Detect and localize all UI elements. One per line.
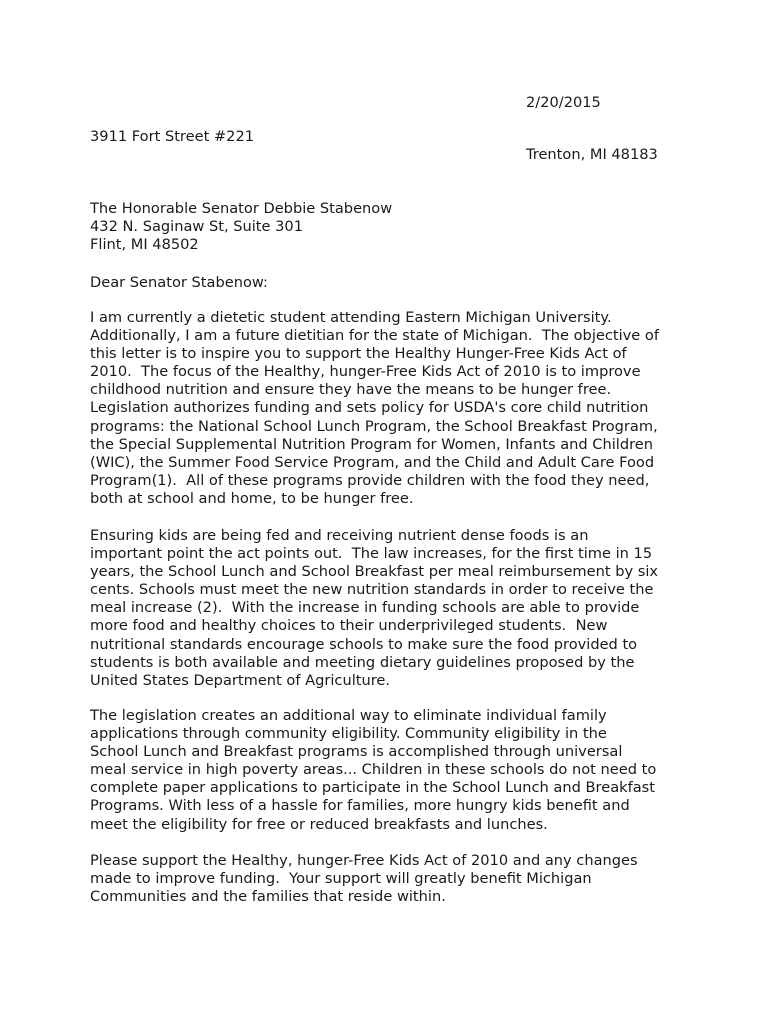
paragraph-line: important point the act points out. The law increases, for the first time in 15 bbox=[90, 545, 653, 563]
paragraph-line: years, the School Lunch and School Breakfast per meal reimbursement by six bbox=[90, 563, 659, 581]
paragraph-line: 2010. The focus of the Healthy, hunger-Free Kids Act of 2010 is to improve bbox=[90, 363, 641, 381]
paragraph-line: cents. Schools must meet the new nutrition standards in order to receive the bbox=[90, 581, 654, 599]
paragraph-line: I am currently a dietetic student attending Eastern Michigan University. bbox=[90, 309, 612, 326]
body-paragraph-2 bbox=[90, 527, 690, 690]
paragraph-line: the Special Supplemental Nutrition Program for Women, Infants and Children bbox=[90, 435, 654, 453]
paragraph-line: students is both available and meeting dietary guidelines proposed by the bbox=[90, 653, 635, 671]
paragraph-line: meal service in high poverty areas... Children in these schools do not need to bbox=[90, 761, 657, 779]
paragraph-line: Additionally, I am a future dietitian for the state of Michigan. The objective of bbox=[90, 327, 659, 345]
paragraph-line: Program(1). All of these programs provide children with the food they need, bbox=[90, 471, 650, 489]
body-paragraph-4 bbox=[90, 852, 690, 906]
paragraph-line: childhood nutrition and ensure they have the means to be hunger free. bbox=[90, 381, 612, 399]
paragraph-line: (WIC), the Summer Food Service Program, and the Child and Adult Care Food bbox=[90, 453, 655, 471]
paragraph-line: meal increase (2). With the increase in funding schools are able to provide bbox=[90, 599, 640, 617]
paragraph-line: complete paper applications to participate in the School Lunch and Breakfast bbox=[90, 779, 656, 797]
paragraph-line: Please support the Healthy, hunger-Free Kids Act of 2010 and any changes bbox=[90, 852, 638, 869]
recipient-street: 432 N. Saginaw St, Suite 301 bbox=[90, 218, 304, 235]
paragraph-line: this letter is to inspire you to support the Healthy Hunger-Free Kids Act of bbox=[90, 345, 627, 363]
paragraph-line: meet the eligibility for free or reduced breakfasts and lunches. bbox=[90, 815, 548, 833]
paragraph-line: both at school and home, to be hunger free. bbox=[90, 489, 414, 507]
recipient-name: The Honorable Senator Debbie Stabenow bbox=[90, 200, 393, 217]
paragraph-line: Legislation authorizes funding and sets policy for USDA's core child nutrition bbox=[90, 399, 649, 417]
recipient-address bbox=[90, 200, 392, 254]
paragraph-line: School Lunch and Breakfast programs is accomplished through universal bbox=[90, 743, 623, 761]
paragraph-line: Communities and the families that reside within. bbox=[90, 888, 446, 906]
body-paragraph-1 bbox=[90, 309, 690, 508]
recipient-city: Flint, MI 48502 bbox=[90, 236, 199, 253]
paragraph-line: applications through community eligibility. Community eligibility in the bbox=[90, 725, 607, 743]
paragraph-line: Ensuring kids are being fed and receiving nutrient dense foods is an bbox=[90, 527, 589, 544]
paragraph-line: Programs. With less of a hassle for families, more hungry kids benefit and bbox=[90, 797, 630, 815]
paragraph-line: nutritional standards encourage schools to make sure the food provided to bbox=[90, 635, 638, 653]
letter-date: 2/20/2015 bbox=[526, 94, 601, 111]
body-paragraph-3 bbox=[90, 707, 690, 834]
salutation: Dear Senator Stabenow: bbox=[90, 274, 268, 291]
sender-street: 3911 Fort Street #221 bbox=[90, 128, 255, 145]
paragraph-line: The legislation creates an additional way to eliminate individual family bbox=[90, 707, 607, 724]
paragraph-line: programs: the National School Lunch Program, the School Breakfast Program, bbox=[90, 417, 658, 435]
paragraph-line: United States Department of Agriculture. bbox=[90, 671, 391, 689]
paragraph-line: made to improve funding. Your support will greatly benefit Michigan bbox=[90, 870, 592, 888]
paragraph-line: more food and healthy choices to their underprivileged students. New bbox=[90, 617, 608, 635]
sender-city: Trenton, MI 48183 bbox=[526, 146, 658, 163]
